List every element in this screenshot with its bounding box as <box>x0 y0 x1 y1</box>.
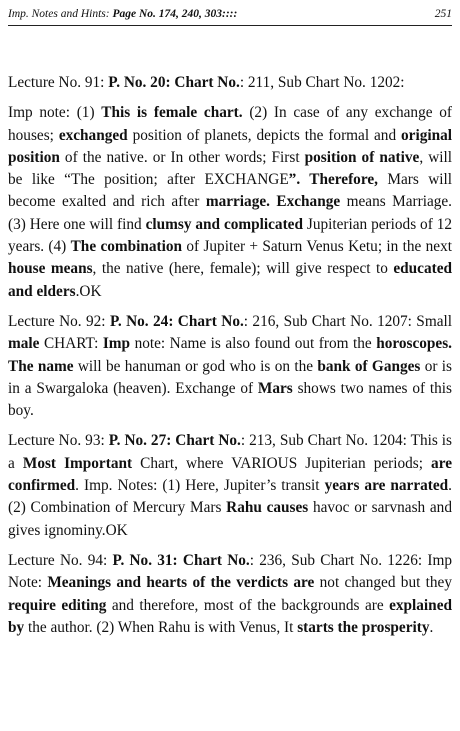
text-segment: note: Name is also found out from the <box>130 335 377 353</box>
bold-text-segment: The combination <box>70 238 183 256</box>
paragraph-lecture-91-heading <box>8 72 452 94</box>
text-segment: will be hanuman or god who is on the <box>73 357 318 375</box>
running-header <box>8 0 452 26</box>
text-segment: : 236, Sub Chart No. 1226: Imp Note: <box>8 551 453 592</box>
text-segment: Mars will become exalted and rich after <box>8 171 452 211</box>
bold-text-segment: bank of Ganges <box>317 357 421 375</box>
bold-text-segment: position of native <box>304 148 420 166</box>
bold-text-segment: horoscopes. The name <box>8 335 452 375</box>
text-segment: or is in a Swargaloka (heaven). Exchange of <box>8 357 452 397</box>
text-segment: means Marriage. (3) Here one will find <box>8 193 452 233</box>
text-segment: . Imp. Notes: (1) Here, Jupiter’s transit <box>75 477 325 495</box>
text-segment: havoc or sarvnash and gives ignominy.OK <box>8 499 452 539</box>
running-title: Imp. Notes and Hints: Page No. 174, 240, 303:::: <box>8 8 238 20</box>
bold-text-segment: male <box>8 335 40 353</box>
bold-text-segment: house means <box>8 260 93 278</box>
text-segment: Chart, where VARIOUS Jupiterian periods; <box>132 454 432 472</box>
bold-text-segment: starts the prosperity <box>297 618 430 636</box>
text-segment: CHART: <box>39 335 103 353</box>
paragraph-lecture-94 <box>8 550 452 639</box>
text-segment: and therefore, most of the backgrounds are <box>106 596 390 614</box>
bold-text-segment: Rahu causes <box>226 499 309 517</box>
text-segment: position of planets, depicts the formal and <box>127 126 401 144</box>
bold-text-segment: Meanings and hearts of the verdicts are <box>47 574 315 592</box>
text-segment: not changed but they <box>314 574 452 592</box>
text-segment: (2) In case of any exchange of houses; <box>8 104 452 144</box>
text-segment: Imp note: (1) <box>8 104 102 122</box>
text-segment: the author. (2) When Rahu is with Venus, It <box>24 618 298 636</box>
bold-text-segment: Most Important <box>22 454 133 472</box>
bold-text-segment: educated and elders <box>8 260 452 300</box>
bold-text-segment: This is female chart. <box>101 104 243 122</box>
bold-text-segment: P. No. 27: Chart No. <box>108 432 241 450</box>
text-segment: Jupiterian periods of 12 years. (4) <box>8 215 452 256</box>
text-segment: Lecture No. 92: <box>8 312 110 330</box>
bold-text-segment: require editing <box>8 596 107 614</box>
bold-text-segment: P. No. 31: Chart No. <box>112 551 250 569</box>
paragraph-lecture-92 <box>8 311 452 422</box>
text-segment: . (2) Combination of Mercury Mars <box>8 477 452 517</box>
text-segment: shows two names of this boy. <box>8 379 452 420</box>
bold-text-segment: are confirmed <box>8 454 452 495</box>
bold-text-segment: P. No. 24: Chart No. <box>109 312 244 330</box>
bold-text-segment: marriage. Exchange <box>205 193 341 211</box>
text-segment: Lecture No. 91: <box>8 74 109 91</box>
bold-text-segment: P. No. 20: Chart No. <box>108 74 240 91</box>
bold-text-segment: years are narrated <box>324 477 449 495</box>
bold-text-segment: Mars <box>257 379 293 397</box>
text-segment: , will be like “The position; after EXCHANGE <box>8 148 452 189</box>
text-segment: of the native. or In other words; First <box>59 148 305 166</box>
bold-text-segment: ”. Therefore, <box>288 171 378 189</box>
text-segment: Lecture No. 94: <box>8 551 113 569</box>
bold-text-segment: exchanged <box>58 126 128 144</box>
paragraph-lecture-93 <box>8 430 452 541</box>
page-body <box>8 26 452 639</box>
text-segment: .OK <box>75 282 102 300</box>
bold-text-segment: original position <box>8 126 452 166</box>
bold-text-segment: Imp <box>102 335 131 353</box>
paragraph-lecture-91-note <box>8 102 452 303</box>
text-segment: , the native (here, female); will give respect to <box>92 260 394 278</box>
text-segment: : 211, Sub Chart No. 1202: <box>239 74 405 91</box>
text-segment: : 216, Sub Chart No. 1207: Small <box>243 312 453 330</box>
text-segment: of Jupiter + Saturn Venus Ketu; in the next <box>182 238 452 256</box>
text-segment: : 213, Sub Chart No. 1204: This is a <box>8 432 453 472</box>
text-segment: Lecture No. 93: <box>8 432 109 450</box>
bold-text-segment: explained by <box>8 596 452 636</box>
text-segment: . <box>429 618 434 636</box>
bold-text-segment: clumsy and complicated <box>145 215 303 233</box>
page-number: 251 <box>434 8 452 20</box>
